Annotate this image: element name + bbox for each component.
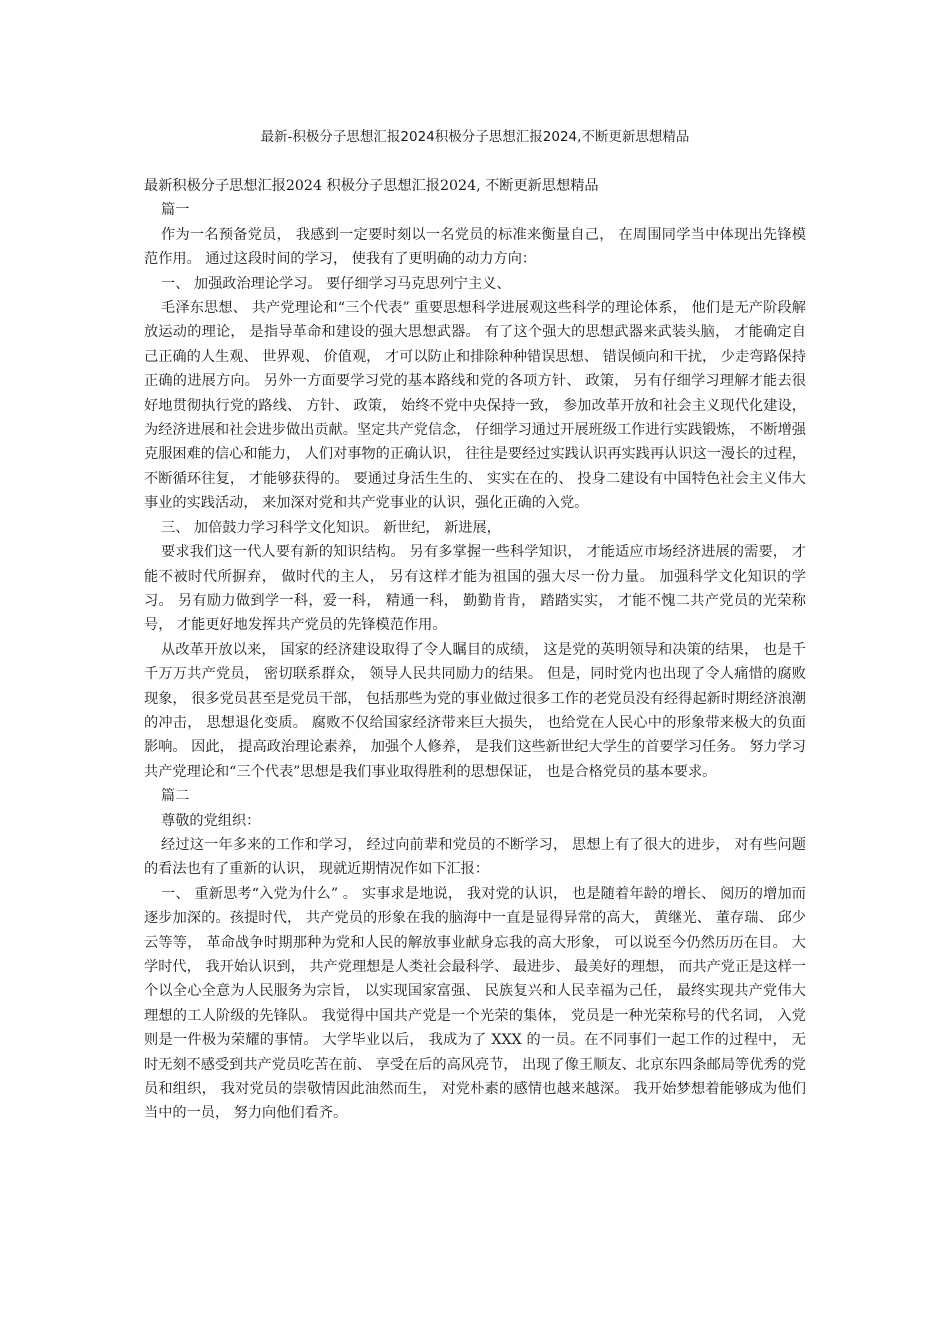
paragraph: 一、 重新思考“入党为什么” 。 实事求是地说， 我对党的认识， 也是随着年龄的增长、 阅历的增加而逐步加深的。孩提时代， 共产党员的形象在我的脑海中一直是显得异常的高大， 黄继光、 董存瑞、 邱少云等等， 革命战争时期那种为党和人民的解放事业献身忘我的高大形象， 可以说至今仍然历历在目。 大学时代， 我开始认识到， 共产党理想是人类社会最科学、 最进步、 最美好的理想， 而共产党正是这样一个以全心全意为人民服务为宗旨， 以实现国家富强、 民族复兴和人民幸福为己任， 最终实现共产党伟大理想的工人阶级的先锋队。 我觉得中国共产党是一个光荣的集体， 党员是一种光荣称号的代名词， 入党则是一件极为荣耀的事情。 大学毕业以后， 我成为了 XXX 的一员。在不同事们一起工作的过程中， 无时无刻不感受到共产党员吃苦在前、 享受在后的高风亮节， 出现了像王顺友、北京东四条邮局等优秀的党员和组织， 我对党员的崇敬情因此油然而生， 对党朴素的感情也越来越深。 我开始梦想着能够成为他们当中的一员， 努力向他们看齐。 <box>144 885 806 1122</box>
paragraph: 毛泽东思想、 共产党理论和“三个代表” 重要思想科学进展观这些科学的理论体系， 他们是无产阶段解放运动的理论， 是指导革命和建设的强大思想武器。 有了这个强大的思想武器来武装头脑， 才能确定自己正确的人生观、 世界观、 价值观， 才可以防止和排除种种错误思想、 错误倾向和干扰， 少走弯路保持正确的进展方向。 另外一方面要学习党的基本路线和党的各项方针、 政策， 另有仔细学习理解才能去很好地贯彻执行党的路线、 方针、 政策， 始终不党中央保持一致， 参加改革开放和社会主义现代化建设，为经济进展和社会进步做出贡献。坚定共产党信念， 仔细学习通过开展班级工作进行实践锻炼， 不断增强克服困难的信心和能力， 人们对事物的正确认识， 往往是要经过实践认识再实践再认识这一漫长的过程， 不断循环往复， 才能够获得的。 要通过身活生生的、 实实在在的、 投身二建设有中国特色社会主义伟大事业的实践活动， 来加深对党和共产党事业的认识，强化正确的入党。 <box>144 300 806 512</box>
document-body <box>144 174 806 1126</box>
document-page <box>144 124 806 1126</box>
section-label-1: 篇一 <box>161 202 190 219</box>
paragraph: 要求我们这一代人要有新的知识结构。 另有多掌握一些科学知识， 才能适应市场经济进展的需要， 才能不被时代所摒弃， 做时代的主人， 另有这样才能为祖国的强大尽一份力量。 加强科学文化知识的学习。 另有励力做到学一科，爱一科， 精通一科， 勤勤肯肯， 踏踏实实， 才能不愧二共产党员的光荣称号， 才能更好地发挥共产党员的先锋模范作用。 <box>144 544 806 634</box>
paragraph: 从改革开放以来， 国家的经济建设取得了令人瞩目的成绩， 这是党的英明领导和决策的结果， 也是千千万万共产党员， 密切联系群众， 领导人民共同励力的结果。 但是，同时党内也出现了令人痛惜的腐败现象， 很多党员甚至是党员干部， 包括那些为党的事业做过很多工作的老党员没有经得起新时期经济浪潮的冲击， 思想退化变质。 腐败不仅给国家经济带来巨大损失， 也给党在人民心中的形象带来极大的负面影响。 因此， 提高政治理论素养， 加强个人修养， 是我们这些新世纪大学生的首要学习任务。 努力学习共产党理论和“三个代表”思想是我们事业取得胜利的思想保证， 也是合格党员的基本要求。 <box>144 641 806 780</box>
section-label-2: 篇二 <box>161 788 190 805</box>
paragraph: 三、 加倍鼓力学习科学文化知识。 新世纪， 新进展， <box>161 519 501 536</box>
paragraph: 作为一名预备党员， 我感到一定要时刻以一名党员的标准来衡量自己， 在周围同学当中体现出先锋模范作用。 通过这段时间的学习， 使我有了更明确的动力方向： <box>144 226 806 268</box>
paragraph: 经过这一年多来的工作和学习， 经过向前辈和党员的不断学习， 思想上有了很大的进步， 对有些问题的看法也有了重新的认识， 现就近期情况作如下汇报： <box>144 836 806 878</box>
document-subtitle: 最新积极分子思想汇报2024 积极分子思想汇报2024, 不断更新思想精品 <box>144 178 599 194</box>
paragraph: 尊敬的党组织： <box>161 812 261 829</box>
document-title: 最新-积极分子思想汇报2024积极分子思想汇报2024,不断更新思想精品 <box>260 129 690 145</box>
paragraph: 一、 加强政治理论学习。 要仔细学习马克思列宁主义、 <box>161 275 511 292</box>
